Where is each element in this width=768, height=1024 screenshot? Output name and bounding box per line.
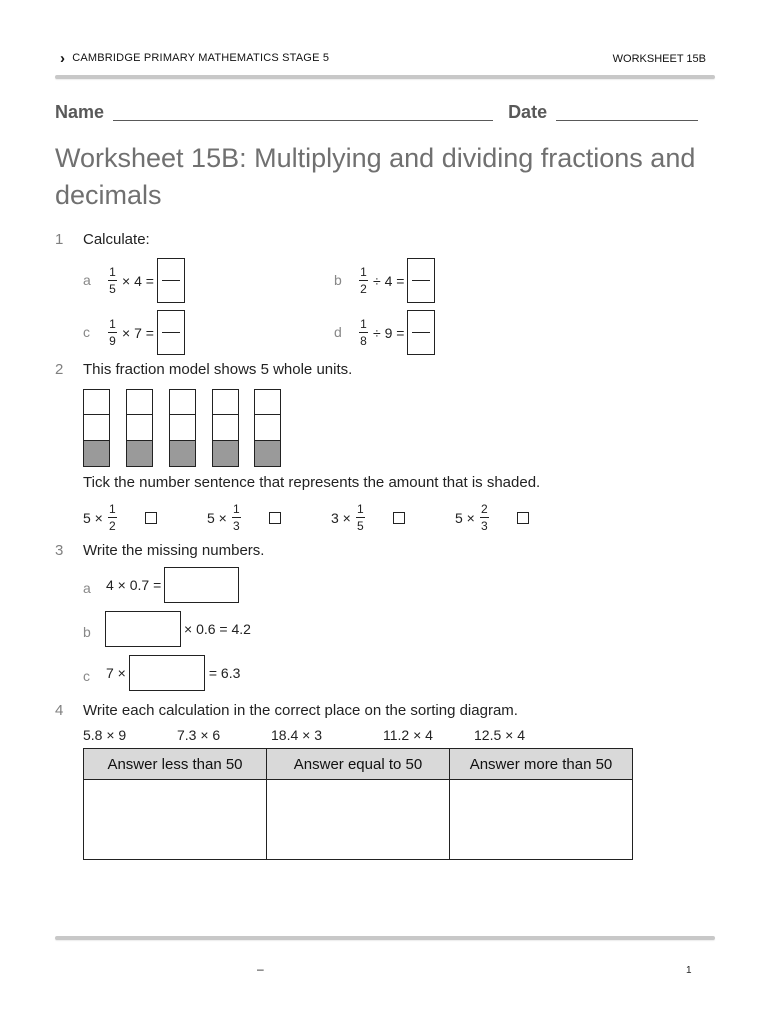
q3c-right-text: = 6.3 [208, 665, 241, 681]
sort-cell-more-than-50[interactable] [450, 780, 633, 860]
header-rule [55, 75, 715, 79]
fraction: $\frac{1}{9}$ [109, 317, 116, 348]
q1c-expression [106, 310, 185, 355]
q3a-letter: a [83, 580, 91, 596]
fraction: $\frac{1}{2}$ [109, 502, 116, 533]
name-date-line [55, 102, 698, 123]
q1c-answer-box[interactable] [157, 310, 185, 355]
page-title: Worksheet 15B: Multiplying and dividing fractions and decimals [55, 143, 696, 210]
fraction: $\frac{2}{3}$ [481, 502, 488, 533]
q3b-expression [105, 611, 251, 647]
q4-calculation: 12.5 × 4 [474, 727, 525, 743]
q4-number: 4 [55, 702, 64, 719]
q2-tick-instruction: Tick the number sentence that represents the amount that is shaded. [83, 474, 541, 491]
q3c-left-text: 7 × [106, 665, 126, 681]
header-worksheet-id: WORKSHEET 15B [612, 53, 706, 65]
q1d-operator: ÷ 9 = [373, 324, 405, 341]
fraction-bar [254, 389, 281, 467]
q3-number: 3 [55, 542, 64, 559]
q4-calculation: 18.4 × 3 [271, 727, 322, 743]
q1b-letter: b [334, 272, 342, 288]
q4-text: Write each calculation in the correct place on the sorting diagram. [83, 702, 518, 719]
q1c-letter: c [83, 324, 90, 340]
q2-option-3-checkbox[interactable] [393, 512, 405, 524]
sort-cell-equal-to-50[interactable] [267, 780, 450, 860]
q4-calculation: 5.8 × 9 [83, 727, 127, 743]
fraction: $\frac{1}{3}$ [233, 502, 240, 533]
fraction: $\frac{1}{5}$ [109, 265, 116, 296]
q2-option-1: 5 × $\frac{1}{2}$ [83, 503, 157, 532]
q2-option-3: 3 × $\frac{1}{5}$ [331, 503, 405, 532]
footer-rule [55, 936, 715, 940]
date-field[interactable] [556, 106, 698, 121]
q3a-answer-box[interactable] [164, 567, 239, 603]
q3c-expression [106, 655, 240, 691]
q4-calculation: 11.2 × 4 [383, 727, 433, 743]
q1d-letter: d [334, 324, 342, 340]
fraction: $\frac{1}{8}$ [360, 317, 367, 348]
q3c-answer-box[interactable] [129, 655, 205, 691]
sorting-diagram [83, 748, 633, 860]
fraction: $\frac{1}{5}$ [357, 502, 364, 533]
sort-column-header: Answer less than 50 [84, 749, 267, 780]
q3c-letter: c [83, 668, 90, 684]
sort-column-header: Answer more than 50 [450, 749, 633, 780]
sort-column-header: Answer equal to 50 [267, 749, 450, 780]
header-course-title: CAMBRIDGE PRIMARY MATHEMATICS STAGE 5 [72, 52, 330, 64]
q3b-answer-box[interactable] [105, 611, 181, 647]
page-number: 1 [686, 965, 692, 976]
fraction-bar [169, 389, 196, 467]
q2-option-2-checkbox[interactable] [269, 512, 281, 524]
q3a-left-text: 4 × 0.7 = [106, 577, 162, 593]
q1a-answer-box[interactable] [157, 258, 185, 303]
q1c-operator: × 7 = [122, 324, 154, 341]
q2-option-1-checkbox[interactable] [145, 512, 157, 524]
q2-option-4-checkbox[interactable] [517, 512, 529, 524]
name-field[interactable] [113, 106, 493, 121]
q1d-answer-box[interactable] [407, 310, 435, 355]
q1b-expression [357, 258, 435, 303]
q1a-operator: × 4 = [122, 272, 154, 289]
sort-cell-less-than-50[interactable] [84, 780, 267, 860]
q3a-expression [106, 567, 239, 603]
q2-option-4: 5 × $\frac{2}{3}$ [455, 503, 529, 532]
fraction: $\frac{1}{2}$ [360, 265, 367, 296]
running-header [60, 49, 330, 67]
fraction-bar [83, 389, 110, 467]
q3-text: Write the missing numbers. [83, 542, 265, 559]
fraction-bar [212, 389, 239, 467]
q1-number: 1 [55, 231, 64, 248]
chevron-right-icon: › [60, 49, 66, 67]
q1b-operator: ÷ 4 = [373, 272, 405, 289]
q3b-letter: b [83, 624, 91, 640]
name-label: Name [55, 102, 105, 122]
q2-number: 2 [55, 361, 64, 378]
q1a-letter: a [83, 272, 91, 288]
q1b-answer-box[interactable] [407, 258, 435, 303]
q2-text: This fraction model shows 5 whole units. [83, 361, 353, 378]
footer-mark: – [257, 962, 264, 976]
q2-option-2: 5 × $\frac{1}{3}$ [207, 503, 281, 532]
fraction-bar [126, 389, 153, 467]
q1d-expression [357, 310, 435, 355]
q1a-expression [106, 258, 185, 303]
q3b-right-text: × 0.6 = 4.2 [184, 621, 251, 637]
q1-text: Calculate: [83, 231, 150, 248]
date-label: Date [508, 102, 548, 122]
q4-calculation: 7.3 × 6 [177, 727, 221, 743]
